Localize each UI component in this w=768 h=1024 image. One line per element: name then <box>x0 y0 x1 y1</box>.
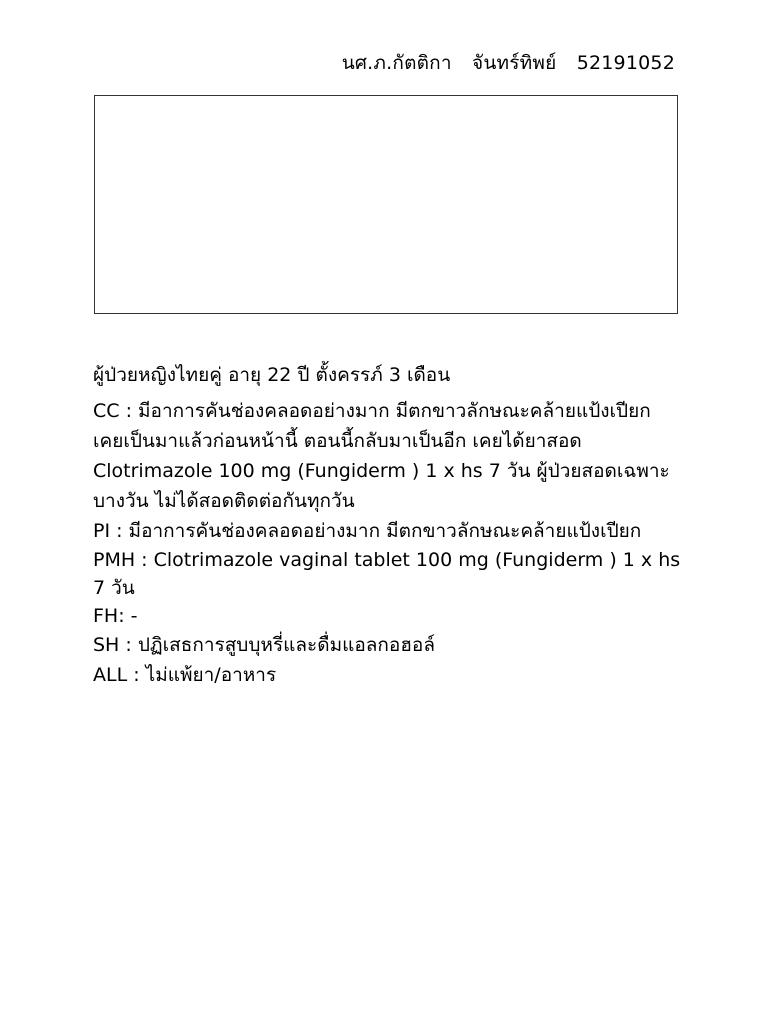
empty-frame-box <box>94 95 678 314</box>
patient-history <box>93 360 683 690</box>
patient-summary: ผู้ป่วยหญิงไทยคู่ อายุ 22 ปี ตั้งครรภ์ 3 เดือน <box>93 364 451 386</box>
present-illness: PI : มีอาการคันช่องคลอดอย่างมาก มีตกขาวลักษณะคล้ายแป้งเปียก <box>93 520 642 542</box>
past-medical-history: PMH : Clotrimazole vaginal tablet 100 mg (Fungiderm ) 1 x hs 7 วัน <box>93 549 681 599</box>
chief-complaint: CC : มีอาการคันช่องคลอดอย่างมาก มีตกขาวลักษณะคล้ายแป้งเปียก เคยเป็นมาแล้วก่อนหน้านี้ ตอนนี้กลับมาเป็นอีก เคยได้ยาสอด Clotrimazole 100 mg (Fungiderm ) 1 x hs 7 วัน ผู้ป่วยสอดเฉพาะบางวัน ไม่ได้สอดติดต่อกันทุกวัน <box>93 400 670 512</box>
family-history: FH: - <box>93 605 138 627</box>
student-id: 52191052 <box>576 52 675 74</box>
social-history: SH : ปฏิเสธการสูบบุหรี่และดื่มแอลกอฮอล์ <box>93 634 435 656</box>
author-line <box>342 48 675 78</box>
student-surname: จันทร์ทิพย์ <box>472 52 557 74</box>
allergy-history: ALL : ไม่แพ้ยา/อาหาร <box>93 664 277 686</box>
student-name: นศ.ภ.กัตติกา <box>341 52 452 74</box>
